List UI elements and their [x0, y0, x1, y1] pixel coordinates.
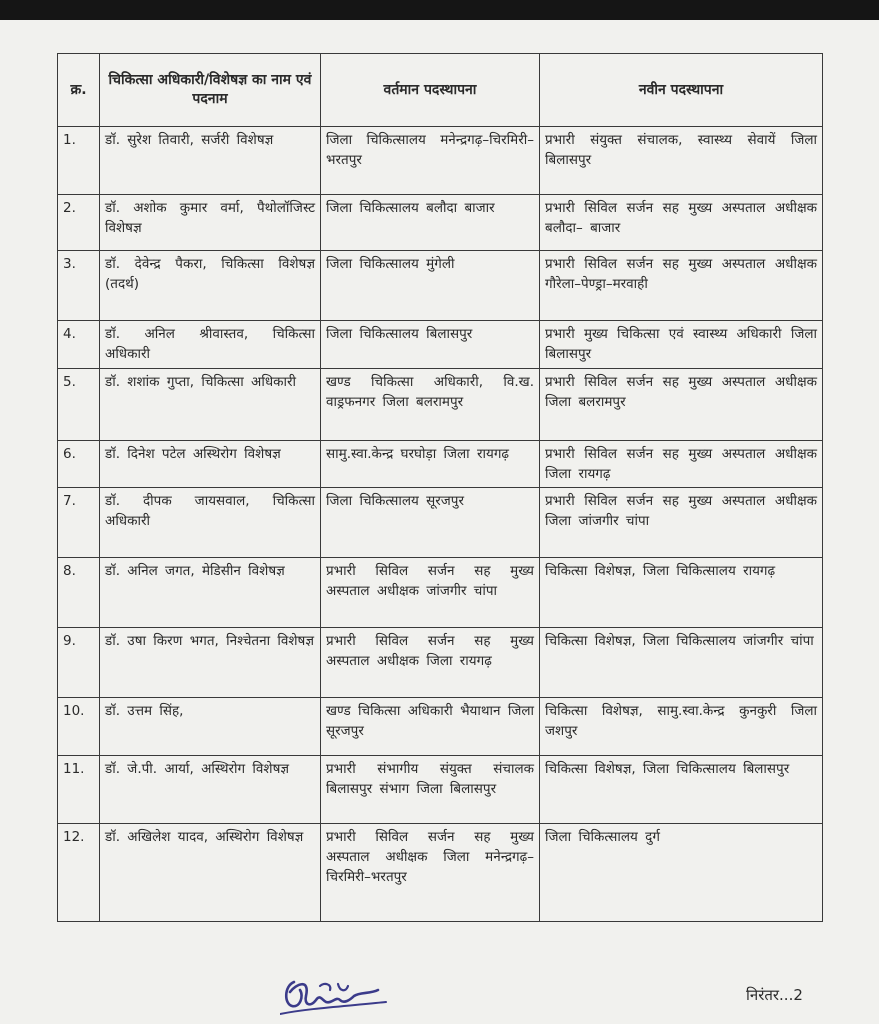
serial-cell: 12.	[58, 824, 100, 922]
new-posting-cell: प्रभारी सिविल सर्जन सह मुख्य अस्पताल अधीक्षक जिला रायगढ़	[540, 441, 823, 488]
new-posting-cell: प्रभारी मुख्य चिकित्सा एवं स्वास्थ्य अधिकारी जिला बिलासपुर	[540, 321, 823, 369]
table-row	[58, 558, 823, 628]
header-new-posting: नवीन पदस्थापना	[540, 54, 823, 127]
table-header-row	[58, 54, 823, 127]
new-posting-cell: प्रभारी सिविल सर्जन सह मुख्य अस्पताल अधीक्षक जिला जांजगीर चांपा	[540, 488, 823, 558]
table-row	[58, 698, 823, 756]
current-posting-cell: सामु.स्वा.केन्द्र घरघोड़ा जिला रायगढ़	[321, 441, 540, 488]
current-posting-cell: जिला चिकित्सालय सूरजपुर	[321, 488, 540, 558]
header-name: चिकित्सा अधिकारी/विशेषज्ञ का नाम एवं पदनाम	[100, 54, 321, 127]
table-row	[58, 488, 823, 558]
current-posting-cell: प्रभारी संभागीय संयुक्त संचालक बिलासपुर संभाग जिला बिलासपुर	[321, 756, 540, 824]
serial-cell: 1.	[58, 127, 100, 195]
table-row	[58, 195, 823, 251]
table-row	[58, 369, 823, 441]
current-posting-cell: खण्ड चिकित्सा अधिकारी, वि.ख. वाड्रफनगर जिला बलरामपुर	[321, 369, 540, 441]
header-serial: क्र.	[58, 54, 100, 127]
doctor-name-cell: डॉ. उत्तम सिंह,	[100, 698, 321, 756]
serial-cell: 7.	[58, 488, 100, 558]
signature	[280, 956, 390, 1024]
doctor-name-cell: डॉ. जे.पी. आर्या, अस्थिरोग विशेषज्ञ	[100, 756, 321, 824]
transfer-table	[57, 53, 823, 922]
status-bar	[0, 0, 879, 20]
new-posting-cell: प्रभारी सिविल सर्जन सह मुख्य अस्पताल अधीक्षक बलौदा– बाजार	[540, 195, 823, 251]
serial-cell: 5.	[58, 369, 100, 441]
new-posting-cell: प्रभारी संयुक्त संचालक, स्वास्थ्य सेवायें जिला बिलासपुर	[540, 127, 823, 195]
new-posting-cell: चिकित्सा विशेषज्ञ, जिला चिकित्सालय रायगढ़	[540, 558, 823, 628]
doctor-name-cell: डॉ. अखिलेश यादव, अस्थिरोग विशेषज्ञ	[100, 824, 321, 922]
new-posting-cell: प्रभारी सिविल सर्जन सह मुख्य अस्पताल अधीक्षक जिला बलरामपुर	[540, 369, 823, 441]
current-posting-cell: जिला चिकित्सालय मनेन्द्रगढ़–चिरमिरी–भरतपुर	[321, 127, 540, 195]
doctor-name-cell: डॉ. शशांक गुप्ता, चिकित्सा अधिकारी	[100, 369, 321, 441]
current-posting-cell: जिला चिकित्सालय बलौदा बाजार	[321, 195, 540, 251]
doctor-name-cell: डॉ. अशोक कुमार वर्मा, पैथोलॉजिस्ट विशेषज्ञ	[100, 195, 321, 251]
current-posting-cell: जिला चिकित्सालय बिलासपुर	[321, 321, 540, 369]
new-posting-cell: चिकित्सा विशेषज्ञ, सामु.स्वा.केन्द्र कुनकुरी जिला जशपुर	[540, 698, 823, 756]
table-row	[58, 756, 823, 824]
serial-cell: 6.	[58, 441, 100, 488]
table-row	[58, 251, 823, 321]
table-row	[58, 127, 823, 195]
doctor-name-cell: डॉ. सुरेश तिवारी, सर्जरी विशेषज्ञ	[100, 127, 321, 195]
serial-cell: 4.	[58, 321, 100, 369]
current-posting-cell: प्रभारी सिविल सर्जन सह मुख्य अस्पताल अधीक्षक जिला मनेन्द्रगढ़–चिरमिरी–भरतपुर	[321, 824, 540, 922]
current-posting-cell: खण्ड चिकित्सा अधिकारी भैयाथान जिला सूरजपुर	[321, 698, 540, 756]
current-posting-cell: प्रभारी सिविल सर्जन सह मुख्य अस्पताल अधीक्षक जांजगीर चांपा	[321, 558, 540, 628]
serial-cell: 9.	[58, 628, 100, 698]
current-posting-cell: जिला चिकित्सालय मुंगेली	[321, 251, 540, 321]
table-row	[58, 628, 823, 698]
serial-cell: 10.	[58, 698, 100, 756]
new-posting-cell: प्रभारी सिविल सर्जन सह मुख्य अस्पताल अधीक्षक गौरेला–पेण्ड्रा–मरवाही	[540, 251, 823, 321]
serial-cell: 2.	[58, 195, 100, 251]
doctor-name-cell: डॉ. देवेन्द्र पैकरा, चिकित्सा विशेषज्ञ (तदर्थ)	[100, 251, 321, 321]
new-posting-cell: चिकित्सा विशेषज्ञ, जिला चिकित्सालय जांजगीर चांपा	[540, 628, 823, 698]
serial-cell: 11.	[58, 756, 100, 824]
table-row	[58, 824, 823, 922]
doctor-name-cell: डॉ. अनिल जगत, मेडिसीन विशेषज्ञ	[100, 558, 321, 628]
new-posting-cell: चिकित्सा विशेषज्ञ, जिला चिकित्सालय बिलासपुर	[540, 756, 823, 824]
serial-cell: 3.	[58, 251, 100, 321]
doctor-name-cell: डॉ. दिनेश पटेल अस्थिरोग विशेषज्ञ	[100, 441, 321, 488]
continued-marker: निरंतर...2	[746, 986, 803, 1004]
document-page	[0, 20, 879, 1024]
serial-cell: 8.	[58, 558, 100, 628]
doctor-name-cell: डॉ. अनिल श्रीवास्तव, चिकित्सा अधिकारी	[100, 321, 321, 369]
table-row	[58, 321, 823, 369]
header-current-posting: वर्तमान पदस्थापना	[321, 54, 540, 127]
current-posting-cell: प्रभारी सिविल सर्जन सह मुख्य अस्पताल अधीक्षक जिला रायगढ़	[321, 628, 540, 698]
table-row	[58, 441, 823, 488]
doctor-name-cell: डॉ. दीपक जायसवाल, चिकित्सा अधिकारी	[100, 488, 321, 558]
new-posting-cell: जिला चिकित्सालय दुर्ग	[540, 824, 823, 922]
doctor-name-cell: डॉ. उषा किरण भगत, निश्चेतना विशेषज्ञ	[100, 628, 321, 698]
